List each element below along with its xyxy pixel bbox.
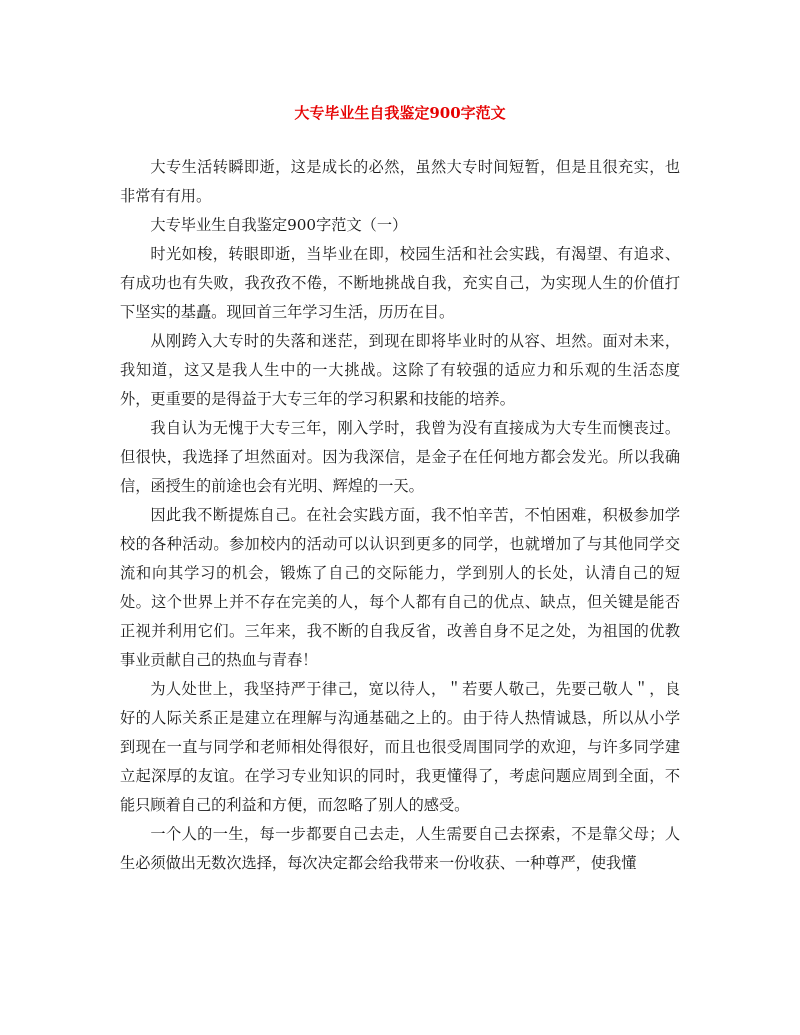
document-title: 大专毕业生自我鉴定900字范文 bbox=[294, 104, 506, 122]
paragraph: 我自认为无愧于大专三年，刚入学时，我曾为没有直接成为大专生而懊丧过。但很快，我选择了坦然面对。因为我深信，是金子在任何地方都会发光。所以我确信，函授生的前途也会有光明、辉煌的一天。 bbox=[120, 419, 680, 495]
paragraph: 从刚跨入大专时的失落和迷茫，到现在即将毕业时的从容、坦然。面对未来，我知道，这又是我人生中的一大挑战。这除了有较强的适应力和乐观的生活态度外，更重要的是得益于大专三年的学习积累和技能的培养。 bbox=[120, 332, 680, 408]
paragraph: 为人处世上，我坚持严于律己，宽以待人，＂若要人敬己，先要己敬人＂，良好的人际关系正是建立在理解与沟通基础之上的。由于待人热情诚恳，所以从小学到现在一直与同学和老师相处得很好，而且也很受周围同学的欢迎，与许多同学建立起深厚的友谊。在学习专业知识的同时，我更懂得了，考虑问题应周到全面，不能只顾着自己的利益和方便，而忽略了别人的感受。 bbox=[120, 680, 680, 814]
paragraph: 时光如梭，转眼即逝，当毕业在即，校园生活和社会实践，有渴望、有追求、有成功也有失败，我孜孜不倦，不断地挑战自我，充实自己，为实现人生的价值打下坚实的基矗。现回首三年学习生活，历历在目。 bbox=[120, 245, 680, 321]
paragraph-intro: 大专生活转瞬即逝，这是成长的必然，虽然大专时间短暂，但是且很充实，也非常有有用。 bbox=[120, 158, 680, 205]
paragraph-subtitle: 大专毕业生自我鉴定900字范文（一） bbox=[150, 216, 408, 234]
paragraph: 一个人的一生，每一步都要自己去走，人生需要自己去探索，不是靠父母；人生必须做出无数次选择，每次决定都会给我带来一份收获、一种尊严，使我懂 bbox=[120, 825, 680, 872]
paragraph: 因此我不断提炼自己。在社会实践方面，我不怕辛苦，不怕困难，积极参加学校的各种活动。参加校内的活动可以认识到更多的同学，也就增加了与其他同学交流和向其学习的机会，锻炼了自己的交际能力，学到别人的长处，认清自己的短处。这个世界上并不存在完美的人，每个人都有自己的优点、缺点，但关键是能否正视并利用它们。三年来，我不断的自我反省，改善自身不足之处，为祖国的优教事业贡献自己的热血与青春！ bbox=[120, 506, 680, 669]
document-body bbox=[120, 153, 680, 878]
